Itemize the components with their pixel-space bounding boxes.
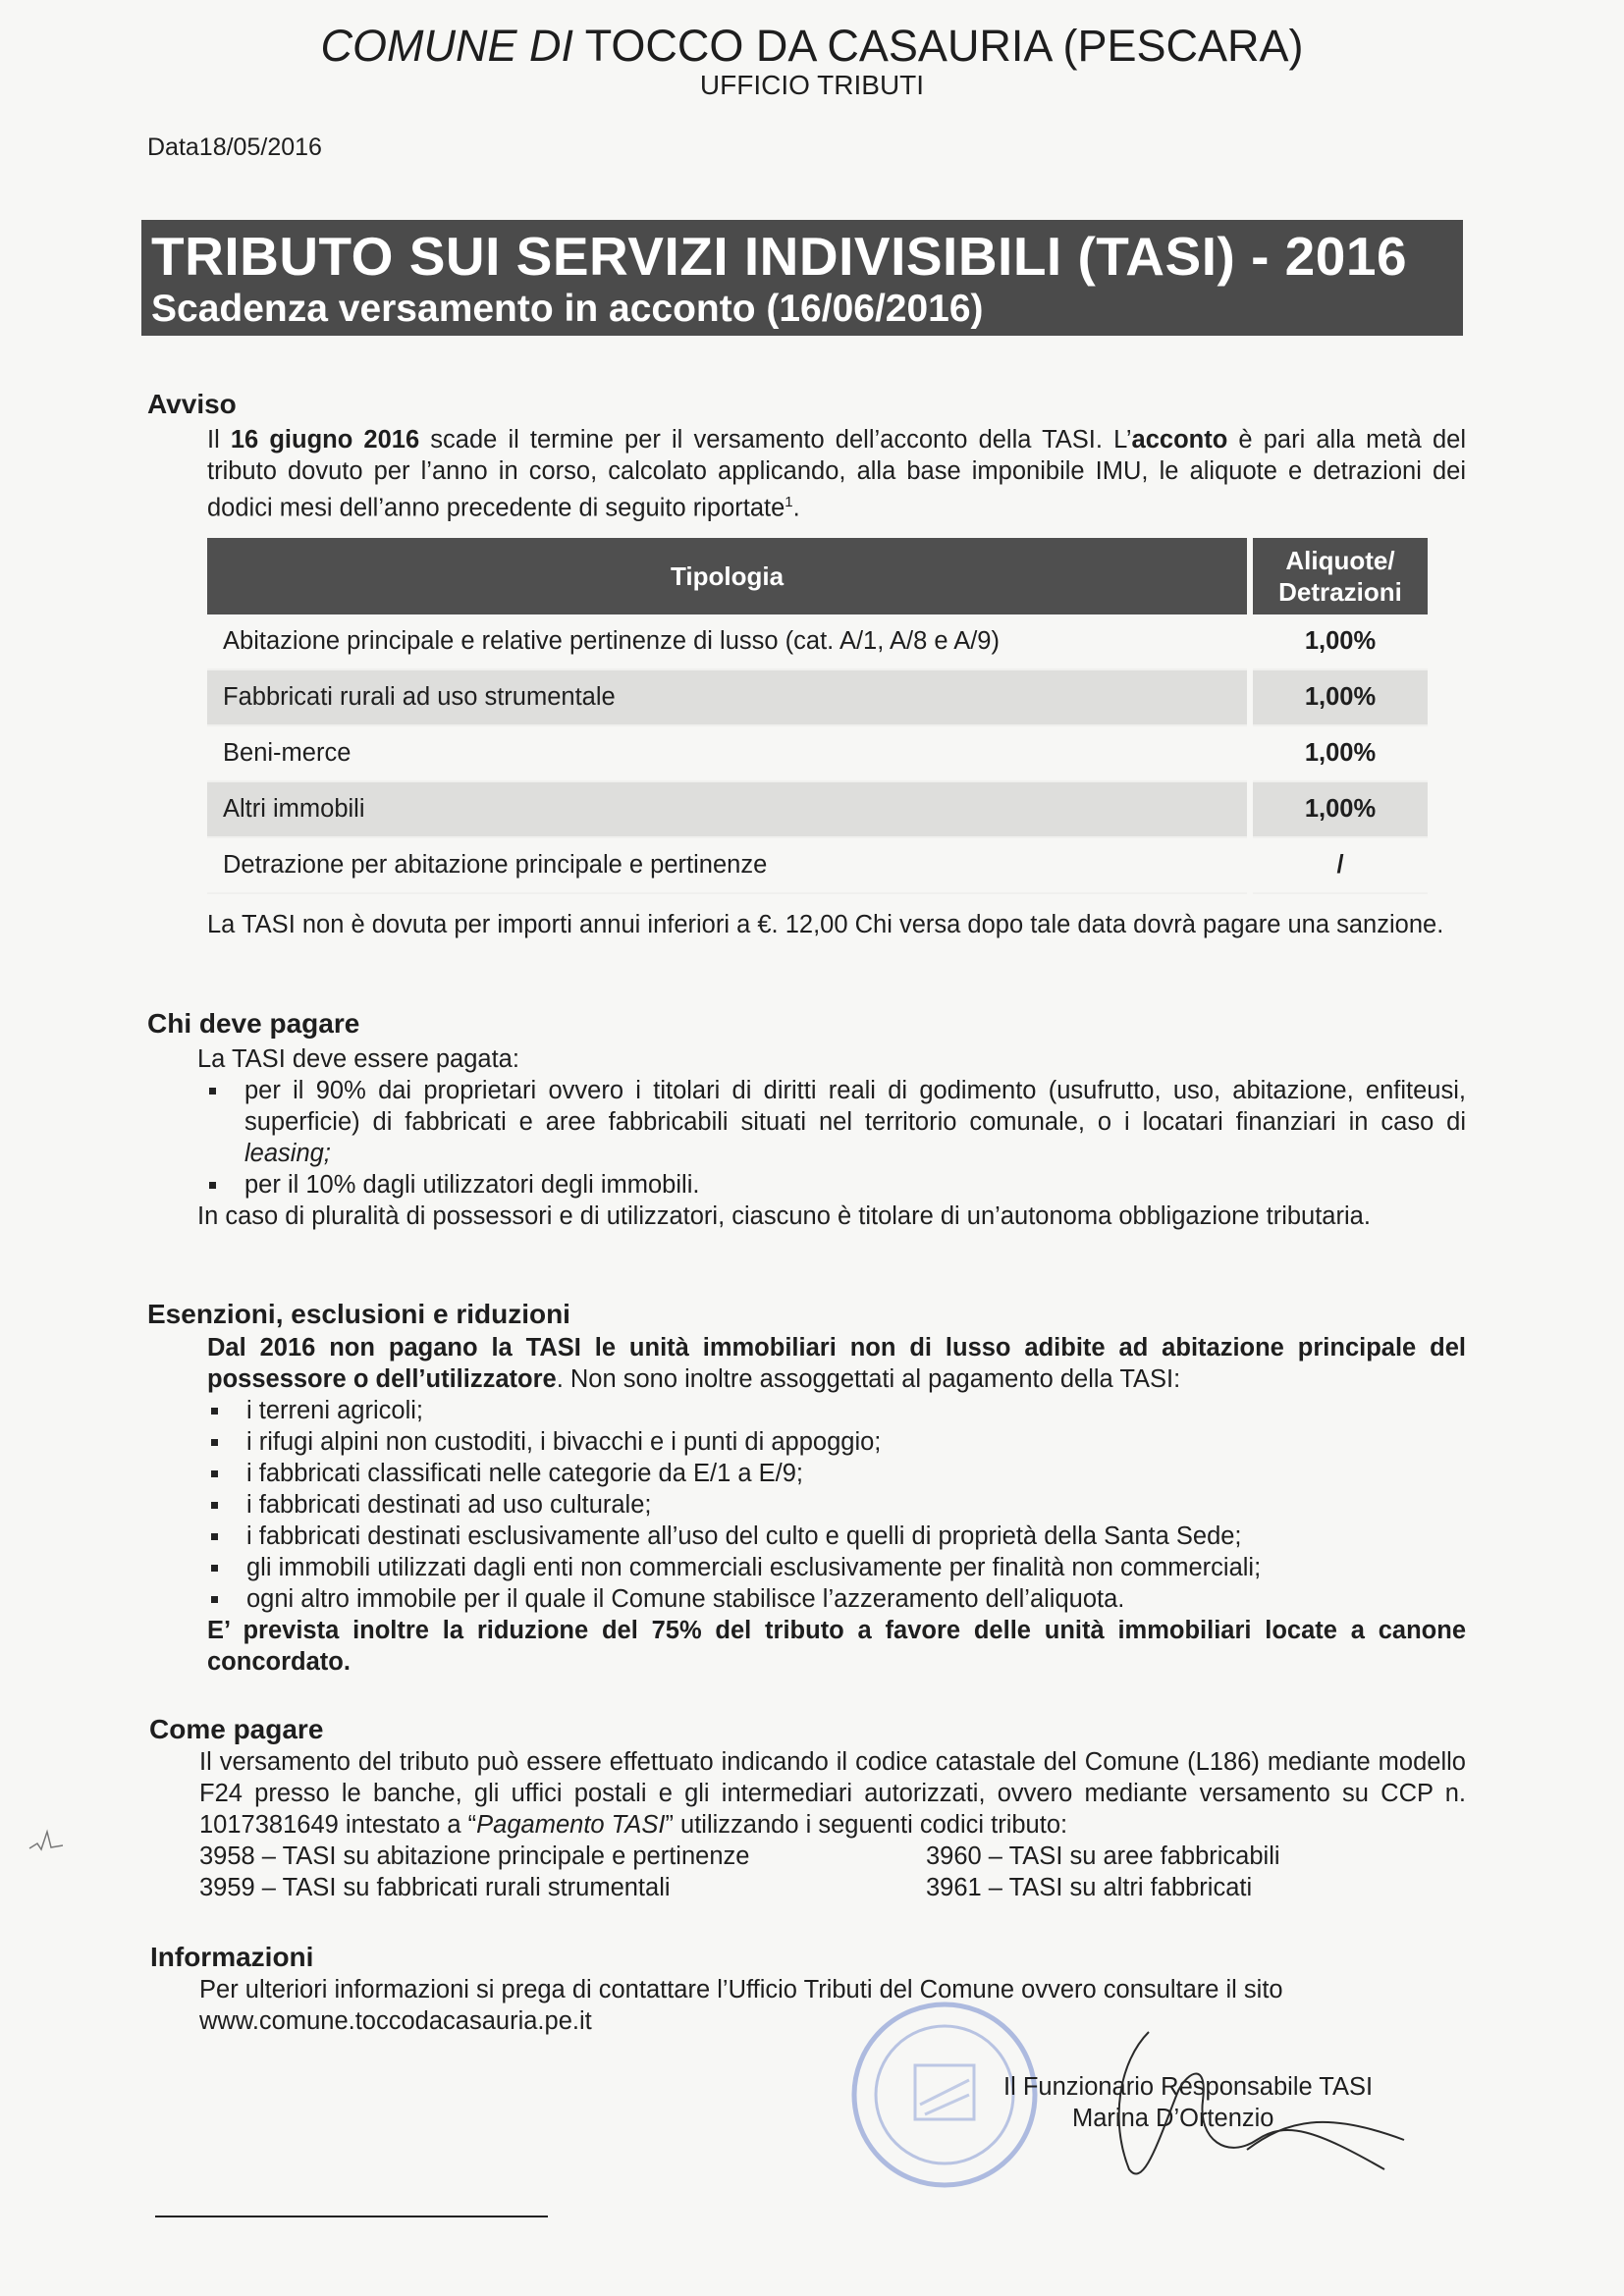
chi-deve-pagare-body (197, 1043, 1466, 1232)
section-heading-informazioni: Informazioni (150, 1942, 314, 1972)
pagamento-tasi-term: Pagamento TASI (476, 1811, 666, 1839)
esenzioni-intro (207, 1332, 1466, 1395)
list-item: i fabbricati destinati esclusivamente all’uso del culto e quelli di proprietà della Santa Sede; (199, 1521, 1466, 1552)
chi-deve-pagare-intro: La TASI deve essere pagata: (197, 1045, 519, 1073)
come-pagare-text-1: Il versamento del tributo può essere effettuato indicando il codice catastale del Comune (L186) mediante modello F24 presso le banche, gli uffici postali e gli intermediari autorizzati, ovvero mediante versamento su CCP n. 1017381649 intestato a “ (199, 1748, 1466, 1839)
table-row (207, 669, 1428, 725)
comune-name: TOCCO DA CASAURIA (PESCARA) (584, 21, 1304, 71)
payer-item-text: per il 90% dai proprietari ovvero i titolari di diritti reali di godimento (usufrutto, uso, abitazione, enfiteusi, superficie) di fabbricati e aree fabbricabili situati nel territorio comunale, o i locatari finanziari in caso di (244, 1077, 1466, 1136)
list-item: i rifugi alpini non custoditi, i bivacchi e i punti di appoggio; (199, 1426, 1466, 1458)
esenzioni-intro-bold: Dal 2016 non pagano la TASI le unità immobiliari non di lusso adibite ad abitazione principale del possessore o dell’utilizzatore (207, 1334, 1466, 1393)
handwritten-signature (1090, 2022, 1414, 2189)
section-heading-come-pagare (149, 1713, 323, 1746)
informazioni-text: Per ulteriori informazioni si prega di contattare l’Ufficio Tributi del Comune ovvero consultare il sito (199, 1976, 1283, 2003)
row-value: 1,00% (1250, 614, 1428, 669)
signatory-name: Marina D’Ortenzio (1072, 2105, 1274, 2132)
section-heading-esenzioni: Esenzioni, esclusioni e riduzioni (147, 1299, 570, 1329)
signatory-role: Il Funzionario Responsabile TASI (1003, 2073, 1374, 2101)
avviso-paragraph (207, 424, 1466, 524)
footnote-rule (155, 2216, 548, 2217)
tax-code: 3959 – TASI su fabbricati rurali strumentali (199, 1874, 671, 1901)
office-name: UFFICIO TRIBUTI (699, 70, 925, 100)
municipality-title (0, 20, 1624, 73)
table-row (207, 614, 1428, 669)
row-value: 1,00% (1250, 725, 1428, 781)
minimum-amount-note: La TASI non è dovuta per importi annui inferiori a €. 12,00 Chi versa dopo tale data dovrà pagare una sanzione. (207, 911, 1444, 938)
tax-code: 3960 – TASI su aree fabbricabili (926, 1842, 1280, 1870)
table-header-tipologia: Tipologia (207, 538, 1250, 614)
row-label: Fabbricati rurali ad uso strumentale (207, 669, 1250, 725)
acconto-term: acconto (1131, 426, 1228, 454)
list-item: per il 10% dagli utilizzatori degli immobili. (197, 1169, 1466, 1201)
banner-title: TRIBUTO SUI SERVIZI INDIVISIBILI (TASI) - 2016 (151, 226, 1408, 287)
list-item: i fabbricati destinati ad uso culturale; (199, 1489, 1466, 1521)
list-item: i fabbricati classificati nelle categorie da E/1 a E/9; (199, 1458, 1466, 1489)
chi-deve-pagare-outro: In caso di pluralità di possessori e di utilizzatori, ciascuno è titolare di un’autonoma obbligazione tributaria. (197, 1202, 1371, 1230)
banner-subtitle: Scadenza versamento in acconto (16/06/2016) (151, 288, 984, 330)
avviso-text-1: Il (207, 426, 231, 454)
row-label: Detrazione per abitazione principale e pertinenze (207, 837, 1250, 893)
table-row (207, 781, 1428, 837)
table-row (207, 725, 1428, 781)
row-value: / (1250, 837, 1428, 893)
come-pagare-heading-text: Come pagare (149, 1714, 324, 1744)
table-header-aliquote: Aliquote/ Detrazioni (1250, 538, 1428, 614)
come-pagare-paragraph (199, 1746, 1466, 1841)
avviso-text-3: è pari alla metà del tributo dovuto per l’anno in corso, calcolato applicando, alla base imponibile IMU, le aliquote e detrazioni dei dodici mesi dell’anno precedente di seguito riportate (207, 426, 1466, 522)
come-pagare-text-2: ” utilizzando i seguenti codici tributo: (665, 1811, 1068, 1839)
list-item: i terreni agricoli; (199, 1395, 1466, 1426)
footnote-ref: 1 (785, 494, 793, 510)
comune-prefix: COMUNE DI (320, 21, 573, 71)
row-label: Beni-merce (207, 725, 1250, 781)
website-link[interactable]: www.comune.toccodacasauria.pe.it (199, 2007, 592, 2035)
riduzione-note: E’ prevista inoltre la riduzione del 75% del tributo a favore delle unità immobiliari locate a canone concordato. (207, 1617, 1466, 1676)
exemption-list (199, 1395, 1466, 1615)
table-row (207, 837, 1428, 893)
section-heading-avviso: Avviso (147, 389, 237, 419)
esenzioni-body (207, 1332, 1466, 1678)
rates-table (207, 538, 1428, 894)
tax-code: 3958 – TASI su abitazione principale e pertinenze (199, 1842, 750, 1870)
leasing-term: leasing; (244, 1140, 331, 1167)
row-value: 1,00% (1250, 669, 1428, 725)
document-date: Data18/05/2016 (147, 133, 322, 161)
tax-code: 3961 – TASI su altri fabbricati (926, 1874, 1253, 1901)
list-item (197, 1075, 1466, 1169)
avviso-text-4: . (792, 494, 800, 522)
esenzioni-intro-rest: . Non sono inoltre assoggettati al pagamento della TASI: (556, 1365, 1181, 1393)
list-item: gli immobili utilizzati dagli enti non commerciali esclusivamente per finalità non commerciali; (199, 1552, 1466, 1583)
title-banner (141, 220, 1463, 336)
payer-list (197, 1075, 1466, 1201)
margin-mark (27, 1824, 67, 1853)
row-value: 1,00% (1250, 781, 1428, 837)
row-label: Altri immobili (207, 781, 1250, 837)
row-label: Abitazione principale e relative pertinenze di lusso (cat. A/1, A/8 e A/9) (207, 614, 1250, 669)
avviso-text-2: scade il termine per il versamento dell’acconto della TASI. L’ (419, 426, 1132, 454)
list-item: ogni altro immobile per il quale il Comune stabilisce l’azzeramento dell’aliquota. (199, 1583, 1466, 1615)
section-heading-chi-deve-pagare: Chi deve pagare (147, 1008, 360, 1039)
deadline-date: 16 giugno 2016 (230, 426, 420, 454)
